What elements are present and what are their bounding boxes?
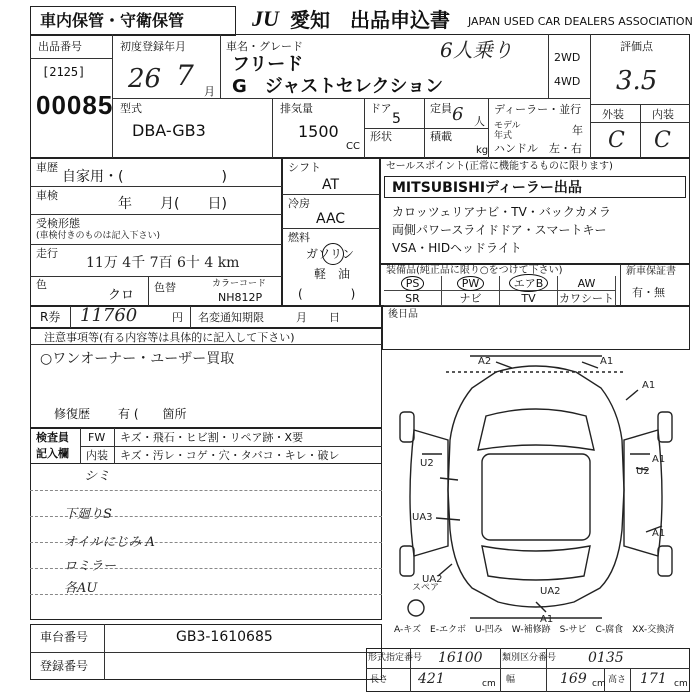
seats-note: 6人乗り xyxy=(440,38,513,62)
association-name: JAPAN USED CAR DEALERS ASSOCIATION xyxy=(468,15,693,28)
svg-text:UA3: UA3 xyxy=(412,512,433,523)
equipment-item xyxy=(558,276,616,291)
remarks-label: 記入欄 xyxy=(36,447,69,460)
sales-points-title: セールスポイント(正常に機能するものに限ります) xyxy=(386,161,613,172)
svg-text:U2: U2 xyxy=(420,458,434,469)
color-value: クロ xyxy=(108,288,135,303)
equipment-item xyxy=(500,291,558,306)
equipment-item-label: PS xyxy=(401,276,425,291)
height-value: 171 xyxy=(640,671,667,687)
car-damage-diagram xyxy=(386,350,690,624)
interior-remarks-label: 内装 xyxy=(86,449,108,462)
width-label: 幅 xyxy=(506,675,516,685)
inspector-label: 検査員 xyxy=(36,431,69,444)
equipment-item xyxy=(384,291,442,306)
model-year-suffix: 年 xyxy=(572,124,583,137)
fuel-gasoline-circle xyxy=(322,243,344,265)
handle-label: ハンドル 左・右 xyxy=(494,142,582,155)
type-value: DBA-GB3 xyxy=(132,121,206,140)
fuel-other: ( ) xyxy=(298,287,356,301)
form-title: 出品申込書 xyxy=(350,8,450,32)
fuel-light-oil: 軽 油 xyxy=(314,267,351,281)
handwritten-2: 下廻りS xyxy=(64,507,112,522)
first-reg-label: 初度登録年月 xyxy=(120,40,186,53)
shape-label: 形状 xyxy=(370,130,392,143)
equipment-item-label: SR xyxy=(405,291,420,305)
chassis-label: 車台番号 xyxy=(40,630,89,644)
width-value: 169 xyxy=(560,671,587,687)
svg-text:A1: A1 xyxy=(540,614,554,624)
height-unit: cm xyxy=(674,679,688,689)
model-year-label: モデル年式 xyxy=(494,121,521,141)
capacity-value: 6 xyxy=(452,104,464,125)
exterior-grade: C xyxy=(608,128,625,153)
dealer-label: ディーラー・並行 xyxy=(494,103,582,116)
recycle-value: 11760 xyxy=(80,305,138,326)
equipment-item-label: ナビ xyxy=(459,292,482,305)
first-reg-year: 26 xyxy=(128,64,162,94)
after-items-box xyxy=(382,306,690,350)
drive-2wd: 2WD xyxy=(554,51,581,64)
mileage-label: 走行 xyxy=(36,247,58,260)
equipment-item xyxy=(558,291,616,306)
load-unit: kg xyxy=(476,145,489,156)
first-reg-month: 7 xyxy=(176,59,194,92)
svg-text:UA2: UA2 xyxy=(422,574,443,585)
svg-text:U2: U2 xyxy=(636,466,650,477)
sales-line-1: カロッツェリアナビ・TV・バックカメラ xyxy=(392,205,611,219)
chassis-value: GB3-1610685 xyxy=(176,629,273,645)
damage-legend: A-キズ E-エクボ U-凹み W-補修跡 S-サビ C-腐食 XX-交換済 xyxy=(394,625,675,635)
storage-label: 車内保管・守衛保管 xyxy=(40,11,185,30)
equipment-item-label: AW xyxy=(577,276,596,290)
grade-name: G ジャストセレクション xyxy=(232,76,444,97)
length-label: 長さ xyxy=(370,675,389,685)
model-designation-label: 形式指定番号 xyxy=(368,653,423,663)
notice-value: 月 日 xyxy=(296,311,340,324)
new-car-warranty-value: 有・無 xyxy=(632,286,665,299)
interior-grade: C xyxy=(654,128,671,153)
equipment-item-label: PW xyxy=(457,276,485,291)
length-value: 421 xyxy=(418,671,445,687)
displacement-label: 排気量 xyxy=(280,102,313,115)
lot-number-label: 出品番号 xyxy=(38,40,82,53)
shift-label: シフト xyxy=(288,161,321,174)
score-value: 3.5 xyxy=(616,66,658,96)
svg-text:A1: A1 xyxy=(652,528,666,539)
drive-4wd: 4WD xyxy=(554,75,581,88)
class-label: 類別区分番号 xyxy=(502,653,557,663)
logo-text: 愛知 xyxy=(290,8,330,32)
inspection-value: 年 月( 日) xyxy=(118,196,227,212)
shift-value: AT xyxy=(322,177,340,193)
notes-title: 注意事項等(有る内容等は具体的に記入して下さい) xyxy=(44,331,295,344)
score-label: 評価点 xyxy=(620,40,653,53)
handwritten-4: ロミラー xyxy=(64,559,117,574)
repair-history-label: 修復歴 xyxy=(54,407,91,421)
cooling-value: AAC xyxy=(316,211,346,227)
notes-line-1: ○ワンオーナー・ユーザー買取 xyxy=(40,351,235,367)
equipment-item-label: エアB xyxy=(509,274,549,292)
sales-dealer-line: MITSUBISHIディーラー出品 xyxy=(392,180,582,196)
interior-remarks-value: キズ・汚レ・コゲ・穴・タバコ・キレ・破レ xyxy=(120,449,340,462)
displacement-value: 1500 xyxy=(298,122,339,141)
displacement-unit: CC xyxy=(346,141,360,152)
svg-text:A2: A2 xyxy=(478,356,492,367)
color-code-label: カラーコード xyxy=(212,279,267,289)
handwritten-3: オイルにじみ A xyxy=(64,535,155,550)
lot-number: 00085 xyxy=(36,90,114,120)
model-label: 車名・グレード xyxy=(226,40,303,53)
model-designation-value: 16100 xyxy=(438,650,483,666)
svg-text:A1: A1 xyxy=(600,356,614,367)
notice-label: 名変通知期限 xyxy=(198,311,264,324)
width-unit: cm xyxy=(592,679,606,689)
capacity-unit: 人 xyxy=(474,115,485,128)
history-label: 車歴 xyxy=(36,161,58,174)
ju-logo: JU xyxy=(252,6,279,31)
fuel-label: 燃料 xyxy=(288,231,310,244)
new-car-warranty-label: 新車保証書 xyxy=(626,266,676,277)
cooling-label: 冷房 xyxy=(288,197,310,210)
lot-code: [2125] xyxy=(42,65,86,79)
sales-line-3: VSA・HIDヘッドライト xyxy=(392,241,522,255)
after-items-label: 後日品 xyxy=(388,309,418,320)
sales-line-2: 両側パワースライドドア・スマートキー xyxy=(392,223,607,237)
inspection-label: 車検 xyxy=(36,189,58,202)
load-label: 積載 xyxy=(430,130,452,143)
class-value: 0135 xyxy=(588,650,624,666)
equipment-item xyxy=(442,276,500,291)
registration-label: 登録番号 xyxy=(40,659,89,673)
repair-history-value: 有 ( 箇所 xyxy=(118,407,187,421)
height-label: 高さ xyxy=(608,675,627,685)
equipment-item-label: カワシート xyxy=(559,292,614,305)
svg-text:A1: A1 xyxy=(652,454,666,465)
equipment-item xyxy=(500,276,558,291)
recycle-unit: 円 xyxy=(172,311,183,324)
receipt-sub: (車検付きのものは記入下さい) xyxy=(36,231,161,241)
svg-text:A1: A1 xyxy=(642,380,656,391)
doors-value: 5 xyxy=(392,111,401,127)
fuel-gasoline: ガソリン xyxy=(306,247,355,261)
handwritten-1: シミ xyxy=(84,469,111,484)
equipment-item-label: TV xyxy=(521,291,536,305)
fw-label: FW xyxy=(88,431,106,444)
type-label: 型式 xyxy=(120,102,142,115)
length-unit: cm xyxy=(482,679,496,689)
mileage-value: 11万 4千 7百 6十 4 km xyxy=(86,255,240,271)
history-value: 自家用・( ) xyxy=(62,169,227,185)
doors-label: ドア xyxy=(370,102,392,115)
exterior-label: 外装 xyxy=(602,108,624,121)
receipt-label: 受検形態 xyxy=(36,217,80,230)
model-name: フリード xyxy=(232,54,304,75)
month-unit: 月 xyxy=(204,85,215,98)
equipment-item xyxy=(384,276,442,291)
interior-label: 内装 xyxy=(652,108,674,121)
equipment-grid xyxy=(384,276,616,306)
capacity-label: 定員 xyxy=(430,102,452,115)
color-code-value: NH812P xyxy=(218,291,263,304)
color-label: 色 xyxy=(36,278,47,291)
equipment-item xyxy=(442,291,500,306)
color-change-label: 色替 xyxy=(154,281,176,294)
svg-text:UA2: UA2 xyxy=(540,586,561,597)
equipment-title: 装備品(純正品に限り○をつけて下さい) xyxy=(386,265,563,276)
recycle-label: R券 xyxy=(40,310,61,324)
fw-value: キズ・飛石・ヒビ割・リペア跡・X要 xyxy=(120,431,304,444)
spare-label: スペア xyxy=(412,583,440,593)
handwritten-5: 各AU xyxy=(64,581,98,596)
